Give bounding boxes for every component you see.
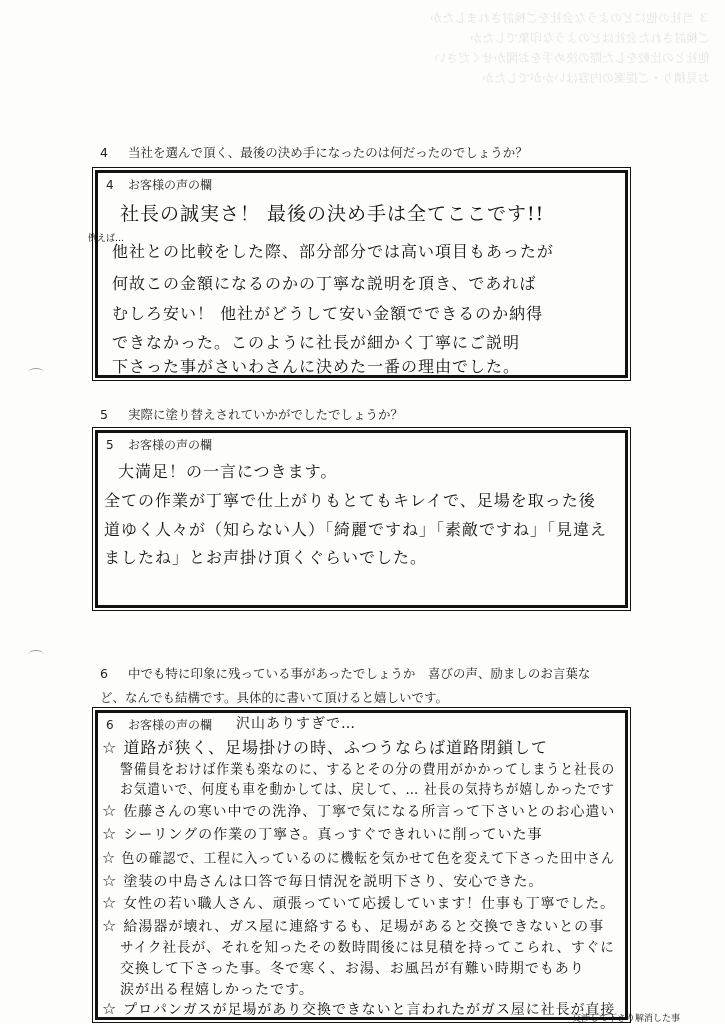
star-bullet-icon: ☆ (102, 824, 118, 843)
question-text: 中でも特に印象に残っている事があったでしょうか 喜びの声、励ましのお言葉な (128, 666, 591, 681)
answer-item (102, 735, 548, 758)
question-6 (100, 664, 590, 682)
star-bullet-icon: ☆ (102, 801, 118, 820)
answer-line: 他社との比較をした際、部分部分では高い項目もあったが (112, 242, 554, 261)
answer-item-text: 道路が狭く、足場掛けの時、ふつうならば道路閉鎖して (123, 738, 549, 757)
question-5 (100, 405, 403, 423)
answer-item (102, 999, 615, 1019)
answer-box-6 (95, 710, 628, 1020)
answer-line: 大満足！の一言につきます。 (118, 462, 338, 481)
answer-line: 社長の誠実さ！ 最後の決め手は全てここです!! (120, 203, 545, 225)
answer-line: 道ゆく人々が（知らない人）「綺麗ですね」「素敵ですね」「見違え (104, 520, 608, 539)
answer-item-continued: 交換して下さった事。冬で寒く、お湯、お風呂が有難い時期でもあり (120, 961, 585, 977)
answer-item (102, 893, 615, 913)
question-number: 4 (100, 145, 108, 160)
answer-item-continued: 涙が出る程嬉しかったです。 (120, 982, 314, 998)
answer-item-text: 給湯器が壊れ、ガス屋に連絡するも、足場があると交換できないとの事 (123, 919, 605, 935)
answer-line: 全ての作業が丁寧で仕上がりもとてもキレイで、足場を取った後 (104, 491, 596, 510)
answer-example-prefix: 例えば… (88, 234, 125, 244)
box-label-text: お客様の声の欄 (128, 718, 213, 732)
box-label (106, 176, 212, 193)
answer-line: ましたね」とお声掛け頂くぐらいでした。 (104, 548, 428, 567)
question-text-continued: ど、なんでも結構です。具体的に書いて頂けると嬉しいです。 (100, 690, 449, 705)
ghost-line: ご検討された会社はどのような印象でしたか (469, 31, 710, 45)
ghost-line: お見積り・ご提案の内容はいかがでしたか (481, 71, 710, 85)
answer-item-text: 色の確認で、工程に入っているのに機転を気かせて色を変えて下さった田中さん (121, 851, 615, 867)
hole-punch-mark (28, 650, 44, 659)
answer-box-4 (88, 170, 628, 378)
star-bullet-icon: ☆ (102, 738, 118, 757)
answer-item-continued: お気遣いで、何度も車を動かしては、戻して、… 社長の気持ちが嬉しかったです (120, 782, 615, 798)
answer-item-text: シーリングの作業の丁寧さ。真っすぐできれいに削っていた事 (123, 827, 543, 843)
star-bullet-icon: ☆ (102, 871, 118, 890)
question-text: 実際に塗り替えされていかがでしたでしょうか？ (128, 407, 404, 422)
answer-item (102, 801, 615, 821)
answer-box-5 (95, 430, 628, 608)
star-bullet-icon: ☆ (102, 916, 118, 935)
box-label (106, 716, 212, 733)
box-label-number: 5 (106, 438, 114, 452)
show-through-text (90, 8, 710, 158)
box-label (106, 436, 212, 453)
answer-item (102, 871, 543, 891)
answer-item (102, 824, 543, 844)
answer-line: 何故この金額になるのかの丁寧な説明を頂き、であれば (112, 274, 537, 293)
star-bullet-icon: ☆ (102, 893, 118, 912)
answer-item-text: プロパンガスが足場があり交換できないと言われたがガス屋に社長が直接 (123, 1002, 616, 1018)
box-label-number: 4 (106, 178, 114, 192)
answer-item-continued: サイク社長が、それを知ったその数時間後には見積を持ってこられ、すぐに (120, 940, 615, 956)
answer-item-text: 塗装の中島さんは口答で毎日情況を説明下さり、安心できた。 (123, 874, 544, 890)
answer-line: 下さった事がさいわさんに決めた一番の理由でした。 (112, 357, 521, 376)
answer-item-text: 佐藤さんの寒い中での洗浄、丁寧で気になる所言って下さいとのお心遣い (123, 804, 616, 820)
answer-intro: 沢山ありすぎで… (236, 716, 356, 732)
answer-item-continued: 警備員をおけば作業も楽なのに、するとその分の費用がかかってしまうと社長の (120, 762, 616, 778)
answer-line: できなかった。このように社長が細かく丁寧にご説明 (112, 333, 521, 352)
ghost-line: 他社との比較をした際の決め手をお聞かせください (433, 51, 710, 65)
answer-item-text: 女性の若い職人さん、頑張っていて応援しています！仕事も丁寧でした。 (123, 896, 616, 912)
answer-item (102, 848, 615, 868)
answer-line: むしろ安い！ 他社がどうして安い金額でできるのか納得 (112, 304, 544, 323)
question-number: 6 (100, 666, 108, 681)
star-bullet-icon: ☆ (102, 999, 118, 1018)
box-label-text: お客様の声の欄 (128, 438, 213, 452)
question-text: 当社を選んで頂く、最後の決め手になったのは何だったのでしょうか？ (128, 145, 528, 160)
answer-item-continued: 交渉して下さり解消した事 (572, 1014, 681, 1024)
question-4 (100, 143, 528, 161)
question-number: 5 (100, 407, 108, 422)
answer-item (102, 916, 604, 936)
box-label-number: 6 (106, 718, 114, 732)
box-label-text: お客様の声の欄 (128, 178, 213, 192)
ghost-line: ３ 当社の他にどのような会社をご検討されましたか (430, 11, 710, 25)
star-bullet-icon: ☆ (102, 848, 117, 867)
hole-punch-mark (28, 368, 44, 377)
